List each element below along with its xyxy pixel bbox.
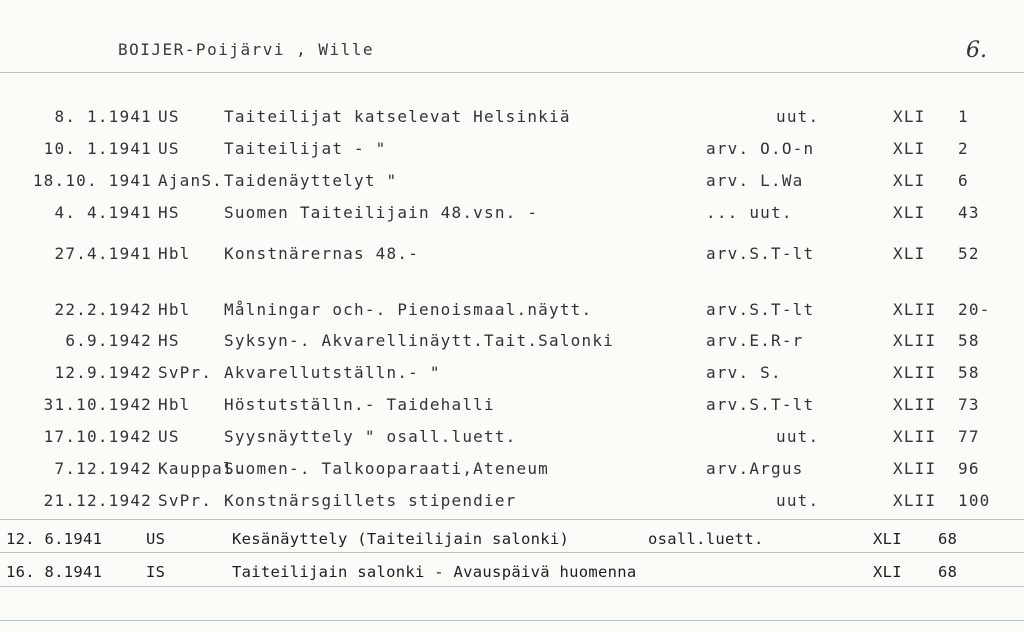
entry-date: 10. 1.1941 — [43, 139, 152, 158]
entry-title: Akvarellutställn.- " — [224, 363, 441, 382]
entry-title: Taidenäyttelyt " — [224, 171, 398, 190]
entry-number: 52 — [958, 244, 980, 263]
entry-title: Målningar och-. Pienoismaal.näytt. — [224, 300, 593, 319]
rule-line — [0, 620, 1024, 621]
entry-paper: AjanS. — [158, 171, 223, 190]
entry-paper: Hbl — [158, 300, 191, 319]
entry-volume: XLII — [893, 300, 937, 319]
entry-date: 21.12.1942 — [43, 491, 152, 510]
entry-author: arv.S.T-lt — [706, 395, 815, 414]
entry-number: 43 — [958, 203, 980, 222]
entry-volume: XLII — [893, 459, 937, 478]
entry-paper: SvPr. — [158, 363, 213, 382]
entry-date: 27.4.1941 — [54, 244, 152, 263]
entry-volume: XLII — [893, 363, 937, 382]
entry-paper: IS — [146, 563, 166, 581]
entry-number: 96 — [958, 459, 980, 478]
entry-author: arv.S.T-lt — [706, 300, 815, 319]
entry-author: arv. L.Wa — [706, 171, 804, 190]
entry-author: ... uut. — [706, 203, 793, 222]
entry-volume: XLII — [893, 331, 937, 350]
entry-title: Taiteilijat katselevat Helsinkiä — [224, 107, 571, 126]
entry-number: 58 — [958, 331, 980, 350]
entry-date: 18.10. 1941 — [32, 171, 152, 190]
entry-volume: XLI — [893, 171, 926, 190]
entry-author: uut. — [776, 107, 820, 126]
entry-number: 20- — [958, 300, 991, 319]
entry-volume: XLI — [893, 107, 926, 126]
header-rule — [0, 72, 1024, 73]
entry-number: 1 — [958, 107, 969, 126]
entry-volume: XLI — [873, 563, 902, 581]
entry-author: osall.luett. — [648, 530, 764, 548]
entry-author: arv. O.O-n — [706, 139, 815, 158]
entry-volume: XLII — [893, 395, 937, 414]
entry-number: 68 — [938, 530, 958, 548]
entry-date: 6.9.1942 — [65, 331, 152, 350]
entry-number: 77 — [958, 427, 980, 446]
rule-line — [0, 552, 1024, 553]
entry-title: Syksyn-. Akvarellinäytt.Tait.Salonki — [224, 331, 614, 350]
entry-date: 12.9.1942 — [54, 363, 152, 382]
entry-volume: XLI — [873, 530, 902, 548]
entry-paper: Kauppal. — [158, 459, 245, 478]
entry-number: 58 — [958, 363, 980, 382]
entry-title: Suomen-. Talkooparaati,Ateneum — [224, 459, 549, 478]
entry-author: arv.E.R-r — [706, 331, 804, 350]
entry-title: Konstnärernas 48.- — [224, 244, 419, 263]
entry-title: Konstnärsgillets stipendier — [224, 491, 517, 510]
entry-title: Syysnäyttely " osall.luett. — [224, 427, 517, 446]
entry-date: 7.12.1942 — [54, 459, 152, 478]
entry-paper: US — [146, 530, 166, 548]
entry-paper: SvPr. — [158, 491, 213, 510]
entry-volume: XLI — [893, 139, 926, 158]
entry-author: arv. S. — [706, 363, 782, 382]
entry-paper: US — [158, 107, 180, 126]
entry-author: uut. — [776, 491, 820, 510]
entry-author: arv.Argus — [706, 459, 804, 478]
entry-paper: US — [158, 139, 180, 158]
rule-line — [0, 586, 1024, 587]
entry-date: 8. 1.1941 — [54, 107, 152, 126]
entry-date: 22.2.1942 — [54, 300, 152, 319]
entry-title: Höstutställn.- Taidehalli — [224, 395, 495, 414]
entry-title: Taiteilijat - " — [224, 139, 387, 158]
entry-volume: XLI — [893, 244, 926, 263]
entry-volume: XLII — [893, 427, 937, 446]
entry-paper: US — [158, 427, 180, 446]
entry-date: 17.10.1942 — [43, 427, 152, 446]
entry-title: Suomen Taiteilijain 48.vsn. - — [224, 203, 539, 222]
entry-paper: Hbl — [158, 395, 191, 414]
rule-line — [0, 519, 1024, 520]
entry-number: 100 — [958, 491, 991, 510]
entry-number: 68 — [938, 563, 958, 581]
entry-number: 6 — [958, 171, 969, 190]
entry-paper: HS — [158, 203, 180, 222]
card-header-name: BOIJER-Poijärvi , Wille — [118, 40, 375, 59]
entry-date: 4. 4.1941 — [54, 203, 152, 222]
entry-author: uut. — [776, 427, 820, 446]
entry-paper: Hbl — [158, 244, 191, 263]
entry-date: 31.10.1942 — [43, 395, 152, 414]
entry-volume: XLI — [893, 203, 926, 222]
entry-paper: HS — [158, 331, 180, 350]
entry-date: 16. 8.1941 — [6, 563, 103, 581]
entry-number: 73 — [958, 395, 980, 414]
entry-title: Kesänäyttely (Taiteilijain salonki) — [232, 530, 570, 548]
card-number: 6. — [966, 38, 987, 63]
entry-date: 12. 6.1941 — [6, 530, 103, 548]
entry-author: arv.S.T-lt — [706, 244, 815, 263]
entry-title: Taiteilijain salonki - Avauspäivä huomenna — [232, 563, 637, 581]
entry-number: 2 — [958, 139, 969, 158]
entry-volume: XLII — [893, 491, 937, 510]
